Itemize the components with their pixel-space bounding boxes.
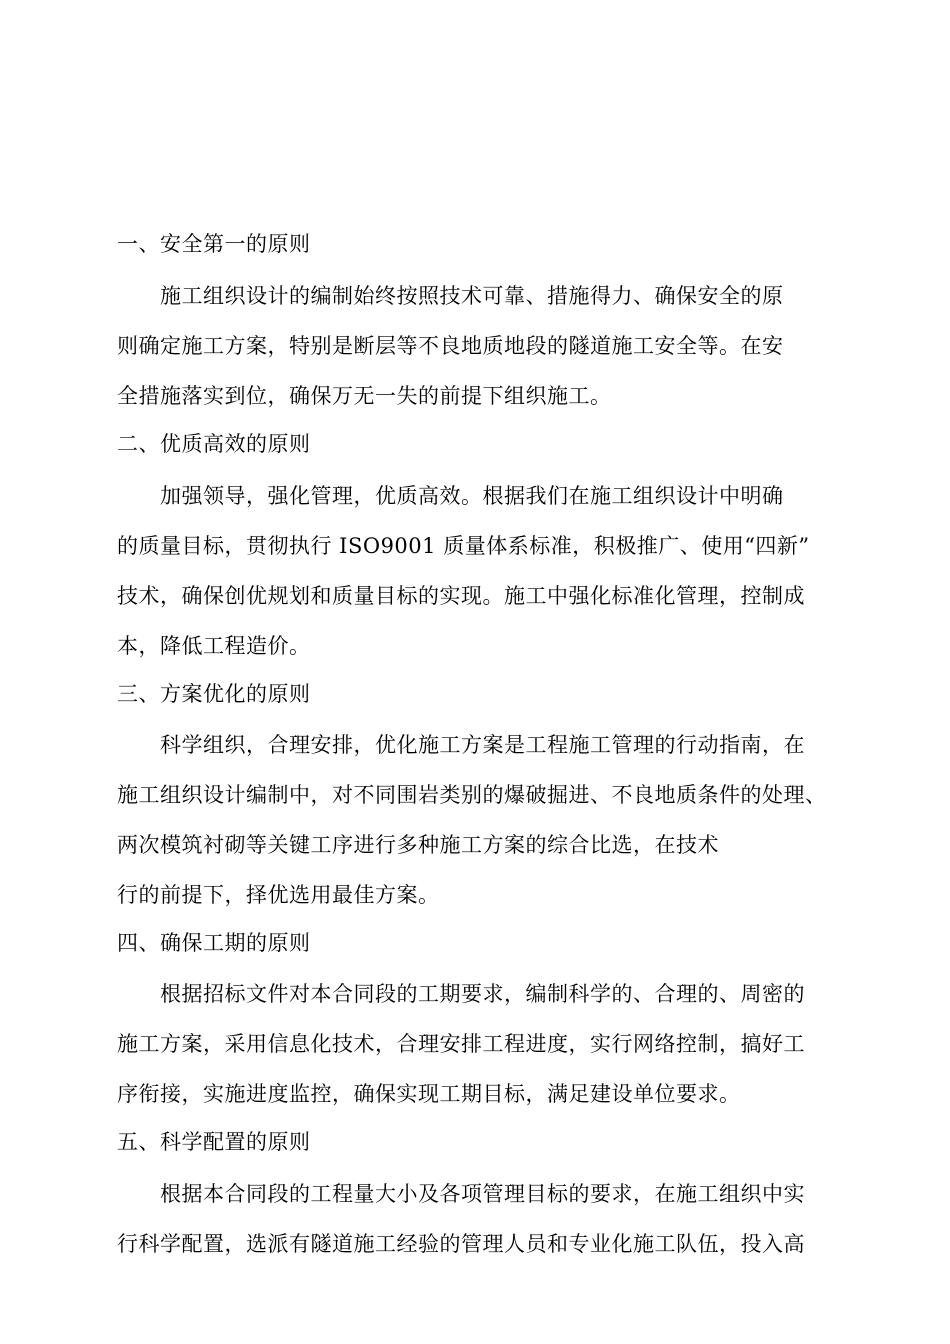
paragraph-line: 序衔接，实施进度监控，确保实现工期目标，满足建设单位要求。 <box>117 1082 741 1106</box>
paragraph-line: 则确定施工方案，特别是断层等不良地质地段的隧道施工安全等。在安 <box>117 334 784 358</box>
paragraph-line: 科学组织，合理安排，优化施工方案是工程施工管理的行动指南，在 <box>160 733 805 757</box>
paragraph-line: 本，降低工程造价。 <box>117 634 311 658</box>
section-heading-quality: 二、优质高效的原则 <box>117 432 311 456</box>
paragraph-line: 根据本合同段的工程量大小及各项管理目标的要求，在施工组织中实 <box>160 1182 805 1206</box>
paragraph-line: 施工组织设计的编制始终按照技术可靠、措施得力、确保安全的原 <box>160 284 784 308</box>
section-heading-safety: 一、安全第一的原则 <box>117 232 311 256</box>
paragraph-line: 的质量目标，贯彻执行 ISO9001 质量体系标准，积极推广、使用“四新” <box>117 534 810 558</box>
paragraph-line: 加强领导，强化管理，优质高效。根据我们在施工组织设计中明确 <box>160 484 784 508</box>
paragraph-line: 技术，确保创优规划和质量目标的实现。施工中强化标准化管理，控制成 <box>117 584 805 608</box>
paragraph-line: 两次模筑衬砌等关键工序进行多种施工方案的综合比选，在技术 <box>117 833 719 857</box>
paragraph-line: 施工组织设计编制中，对不同围岩类别的爆破掘进、不良地质条件的处理、 <box>117 783 827 807</box>
section-heading-schedule: 四、确保工期的原则 <box>117 931 311 955</box>
paragraph-line: 施工方案，采用信息化技术，合理安排工程进度，实行网络控制，搞好工 <box>117 1032 805 1056</box>
paragraph-line: 全措施落实到位，确保万无一失的前提下组织施工。 <box>117 384 612 408</box>
paragraph-line: 行的前提下，择优选用最佳方案。 <box>117 883 440 907</box>
paragraph-line: 根据招标文件对本合同段的工期要求，编制科学的、合理的、周密的 <box>160 982 805 1006</box>
paragraph-line: 行科学配置，选派有隧道施工经验的管理人员和专业化施工队伍，投入高 <box>117 1232 805 1256</box>
section-heading-configuration: 五、科学配置的原则 <box>117 1130 311 1154</box>
section-heading-optimization: 三、方案优化的原则 <box>117 682 311 706</box>
